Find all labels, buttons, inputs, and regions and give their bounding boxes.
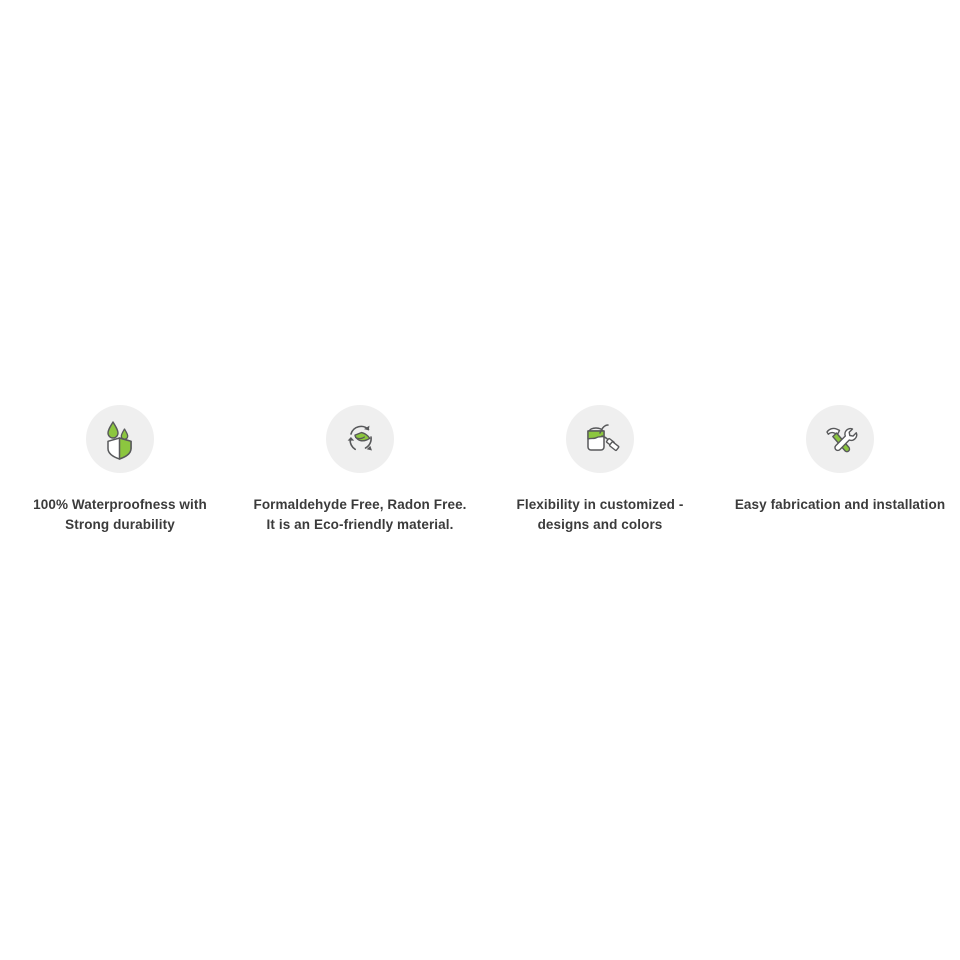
feature-caption-line1: 100% Waterproofness with — [33, 497, 207, 512]
feature-caption-line2: It is an Eco-friendly material. — [266, 516, 454, 532]
feature-caption-line1: Formaldehyde Free, Radon Free. — [253, 497, 467, 512]
feature-item-easy-installation — [720, 405, 960, 515]
feature-caption-line1: Flexibility in customized - — [516, 497, 684, 512]
feature-caption — [720, 495, 960, 515]
feature-caption — [488, 495, 713, 534]
hammer-wrench-tools-icon — [806, 405, 874, 473]
feature-caption — [8, 495, 233, 534]
feature-item-waterproof — [0, 405, 240, 534]
feature-caption-line1: Easy fabrication and installation — [734, 497, 946, 512]
eco-recycle-leaf-icon — [326, 405, 394, 473]
feature-caption-line2: designs and colors — [537, 516, 663, 532]
paint-bucket-brush-icon — [566, 405, 634, 473]
feature-item-flexibility — [480, 405, 720, 534]
feature-caption-line2: Strong durability — [65, 516, 175, 532]
feature-highlights-strip — [0, 405, 960, 534]
feature-caption — [248, 495, 473, 534]
waterproof-shield-icon — [86, 405, 154, 473]
feature-item-eco-friendly — [240, 405, 480, 534]
